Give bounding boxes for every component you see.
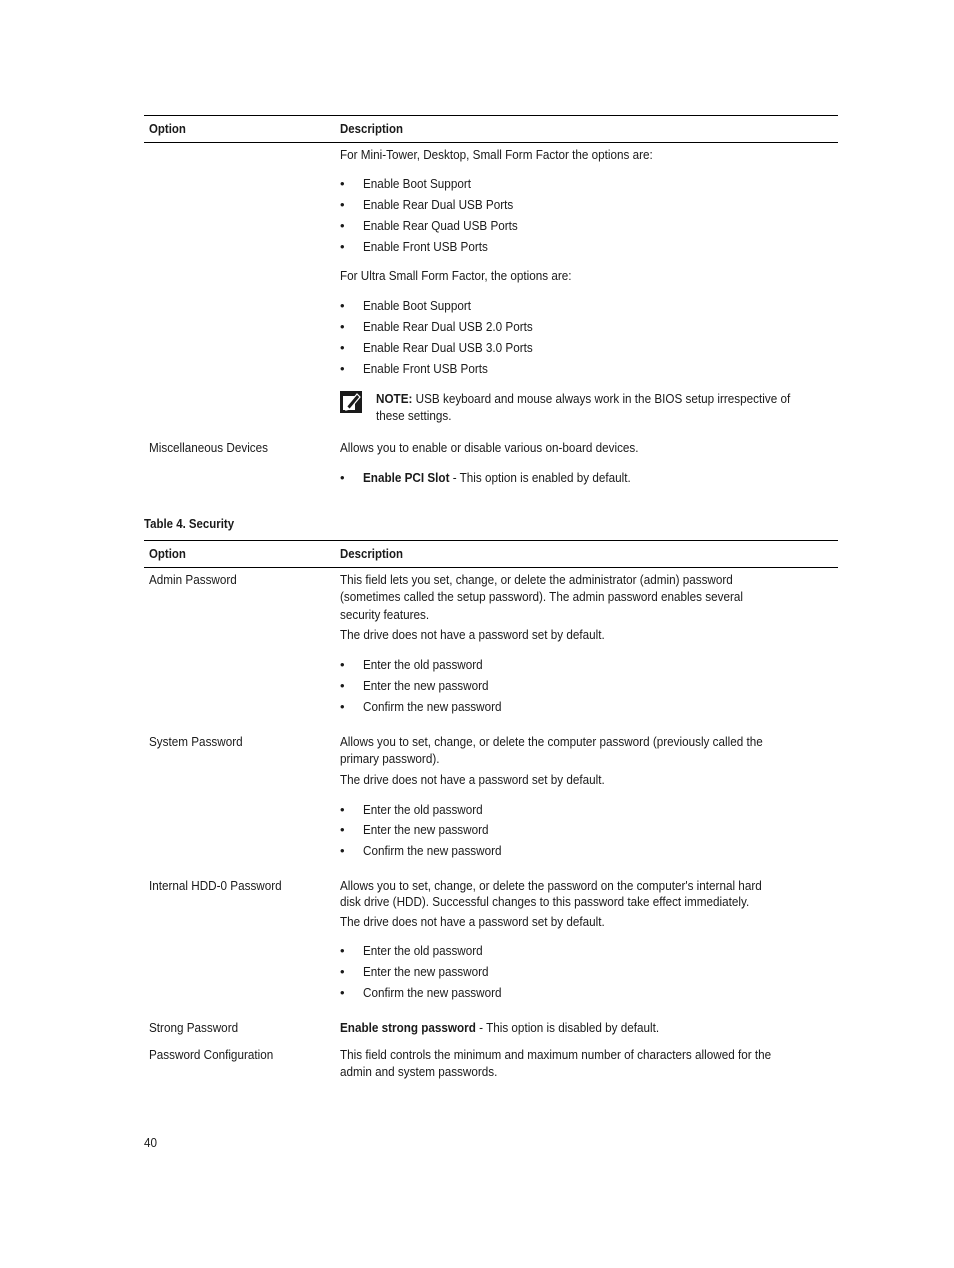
bullet-icon: • [340,298,345,313]
bullet-icon: • [340,239,345,254]
list-item: Enter the new password [363,678,489,693]
option-admin-password: Admin Password [149,572,237,587]
page-number: 40 [144,1135,158,1150]
list-item: Enter the new password [363,822,489,837]
option-hdd-password: Internal HDD-0 Password [149,878,282,893]
table-header [144,115,838,143]
bullet-icon: • [340,964,345,979]
list-item: Confirm the new password [363,699,502,714]
description-column-header: Description [340,546,403,561]
list-item: Enable Boot Support [363,298,471,313]
list-item: Enter the old password [363,657,483,672]
list-item: Enable Boot Support [363,176,471,191]
default-note: The drive does not have a password set by default. [340,914,605,929]
list-item: Enable Rear Quad USB Ports [363,218,518,233]
description-line: disk drive (HDD). Successful changes to this password take effect immediately. [340,894,750,909]
note-pencil-icon [340,391,362,413]
description-line: Allows you to set, change, or delete the computer password (previously called the [340,734,763,749]
bullet-icon: • [340,985,345,1000]
description-line: admin and system passwords. [340,1064,498,1079]
list-item: Enable PCI Slot - This option is enabled by default. [363,470,631,485]
description-line: (sometimes called the setup password). The admin password enables several [340,589,743,604]
bullet-icon: • [340,678,345,693]
bullet-icon: • [340,943,345,958]
option-system-password: System Password [149,734,243,749]
option-password-configuration: Password Configuration [149,1047,274,1062]
table-caption: Table 4. Security [144,516,235,531]
list-item: Enable Rear Dual USB 3.0 Ports [363,340,533,355]
misc-devices-description: Allows you to enable or disable various on-board devices. [340,440,639,455]
list-item: Confirm the new password [363,985,502,1000]
option-column-header: Option [149,546,186,561]
security-table-header [144,540,838,568]
table-header-row [144,115,838,143]
bullet-icon: • [340,197,345,212]
table-header-row [144,540,838,568]
bullet-icon: • [340,470,345,485]
usff-intro: For Ultra Small Form Factor, the options are: [340,268,572,283]
mini-tower-intro: For Mini-Tower, Desktop, Small Form Factor the options are: [340,147,653,162]
list-item: Enter the old password [363,802,483,817]
default-note: The drive does not have a password set by default. [340,772,605,787]
list-item: Enable Rear Dual USB Ports [363,197,514,212]
list-item: Enable Rear Dual USB 2.0 Ports [363,319,533,334]
list-item: Enable Front USB Ports [363,239,488,254]
description-column-header: Description [340,121,403,136]
list-item: Confirm the new password [363,843,502,858]
bullet-icon: • [340,340,345,355]
list-item: Enter the old password [363,943,483,958]
option-misc-devices: Miscellaneous Devices [149,440,269,455]
default-note: The drive does not have a password set by default. [340,627,605,642]
bullet-icon: • [340,218,345,233]
bullet-icon: • [340,802,345,817]
description-line: security features. [340,607,430,622]
option-column-header: Option [149,121,186,136]
description-line: primary password). [340,751,440,766]
bullet-icon: • [340,843,345,858]
note-label: NOTE: [376,391,413,406]
bullet-icon: • [340,176,345,191]
note-line-1: NOTE: USB keyboard and mouse always work in the BIOS setup irrespective of [376,391,791,406]
note-line-2: these settings. [376,408,452,423]
description-line: Allows you to set, change, or delete the password on the computer's internal hard [340,878,762,893]
bullet-icon: • [340,657,345,672]
bullet-icon: • [340,319,345,334]
bullet-icon: • [340,822,345,837]
list-item: Enable Front USB Ports [363,361,488,376]
list-item: Enter the new password [363,964,489,979]
description-line: This field controls the minimum and maximum number of characters allowed for the [340,1047,772,1062]
bullet-icon: • [340,699,345,714]
option-strong-password: Strong Password [149,1020,239,1035]
bullet-icon: • [340,361,345,376]
strong-password-description: Enable strong password - This option is disabled by default. [340,1020,660,1035]
description-line: This field lets you set, change, or delete the administrator (admin) password [340,572,733,587]
